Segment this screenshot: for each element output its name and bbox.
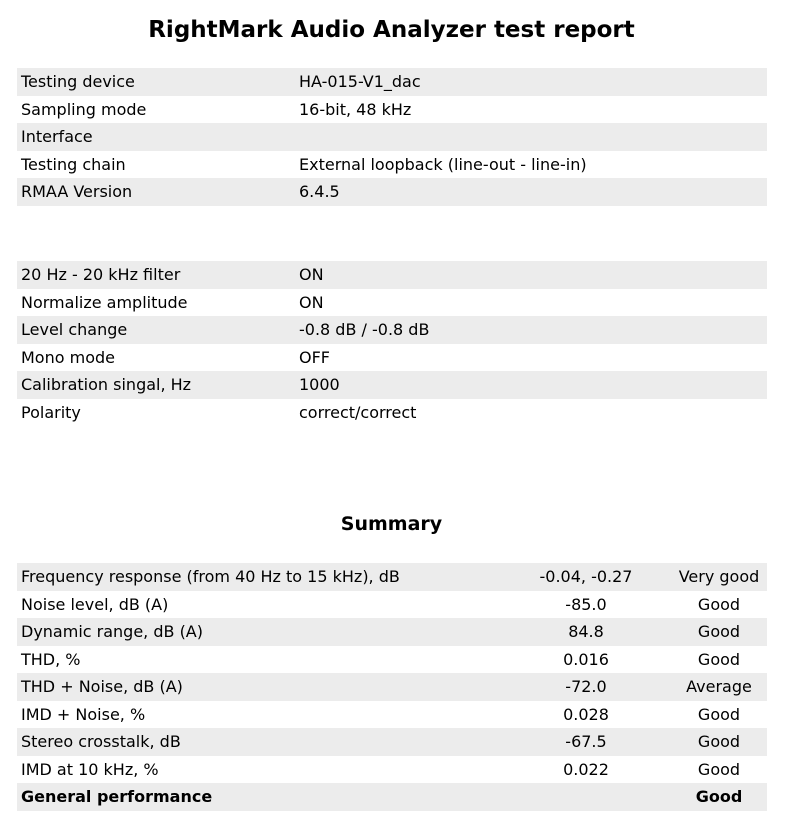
summary-rating: Good [671, 728, 767, 756]
table-row [17, 344, 767, 372]
summary-rating: Good [671, 783, 767, 811]
table-row [17, 96, 767, 124]
summary-rating: Average [671, 673, 767, 701]
table-row [17, 646, 767, 674]
summary-label: General performance [17, 783, 501, 811]
summary-rating: Good [697, 704, 741, 724]
table-row [17, 261, 767, 289]
summary-rating: Good [697, 594, 741, 614]
setting-label: Calibration singal, Hz [17, 371, 295, 399]
summary-label: Stereo crosstalk, dB [17, 728, 501, 756]
summary-value: -0.04, -0.27 [501, 563, 671, 591]
summary-label: THD, % [21, 649, 81, 669]
info-label: Sampling mode [21, 99, 147, 119]
table-row [17, 399, 767, 427]
table-row [17, 673, 767, 701]
setting-value: OFF [299, 347, 330, 367]
table-row [17, 756, 767, 784]
summary-value: 84.8 [501, 618, 671, 646]
info-value: 16-bit, 48 kHz [299, 99, 412, 119]
summary-rating: Good [671, 618, 767, 646]
summary-value: 0.022 [563, 759, 609, 779]
summary-value: -85.0 [565, 594, 607, 614]
info-label: RMAA Version [17, 178, 295, 206]
setting-value: correct/correct [299, 402, 417, 422]
report-title: RightMark Audio Analyzer test report [148, 17, 635, 43]
info-label: Interface [17, 123, 295, 151]
summary-label: IMD + Noise, % [21, 704, 146, 724]
info-label: Testing device [17, 68, 295, 96]
summary-value: 0.016 [563, 649, 609, 669]
info-value [295, 123, 767, 151]
summary-rating: Very good [671, 563, 767, 591]
summary-label: Dynamic range, dB (A) [17, 618, 501, 646]
setting-label: Mono mode [21, 347, 115, 367]
info-value: External loopback (line-out - line-in) [299, 154, 587, 174]
setting-value: -0.8 dB / -0.8 dB [295, 316, 767, 344]
info-label: Testing chain [21, 154, 126, 174]
summary-value [501, 783, 671, 811]
summary-rating: Good [697, 649, 741, 669]
setting-value: ON [295, 261, 767, 289]
table-row [17, 316, 767, 344]
table-row [17, 371, 767, 399]
table-row [17, 591, 767, 619]
setting-label: Polarity [21, 402, 81, 422]
summary-label: Noise level, dB (A) [21, 594, 169, 614]
table-row [17, 289, 767, 317]
summary-table [17, 563, 767, 811]
table-row [17, 701, 767, 729]
setting-label: 20 Hz - 20 kHz filter [17, 261, 295, 289]
table-row [17, 563, 767, 591]
summary-value: -67.5 [501, 728, 671, 756]
table-row [17, 178, 767, 206]
setting-label: Level change [17, 316, 295, 344]
general-performance-row [17, 783, 767, 811]
table-row [17, 123, 767, 151]
table-row [17, 618, 767, 646]
summary-label: THD + Noise, dB (A) [17, 673, 501, 701]
summary-value: 0.028 [563, 704, 609, 724]
summary-value: -72.0 [501, 673, 671, 701]
setting-value: ON [299, 292, 324, 312]
setting-label: Normalize amplitude [21, 292, 188, 312]
table-row [17, 728, 767, 756]
summary-heading: Summary [340, 513, 443, 535]
setting-value: 1000 [295, 371, 767, 399]
summary-label: Frequency response (from 40 Hz to 15 kHz), dB [17, 563, 501, 591]
info-value: 6.4.5 [295, 178, 767, 206]
table-row [17, 68, 767, 96]
test-settings-table [17, 261, 767, 426]
summary-label: IMD at 10 kHz, % [21, 759, 159, 779]
summary-rating: Good [697, 759, 741, 779]
table-row [17, 151, 767, 179]
info-value: HA-015-V1_dac [295, 68, 767, 96]
device-info-table [17, 68, 767, 206]
